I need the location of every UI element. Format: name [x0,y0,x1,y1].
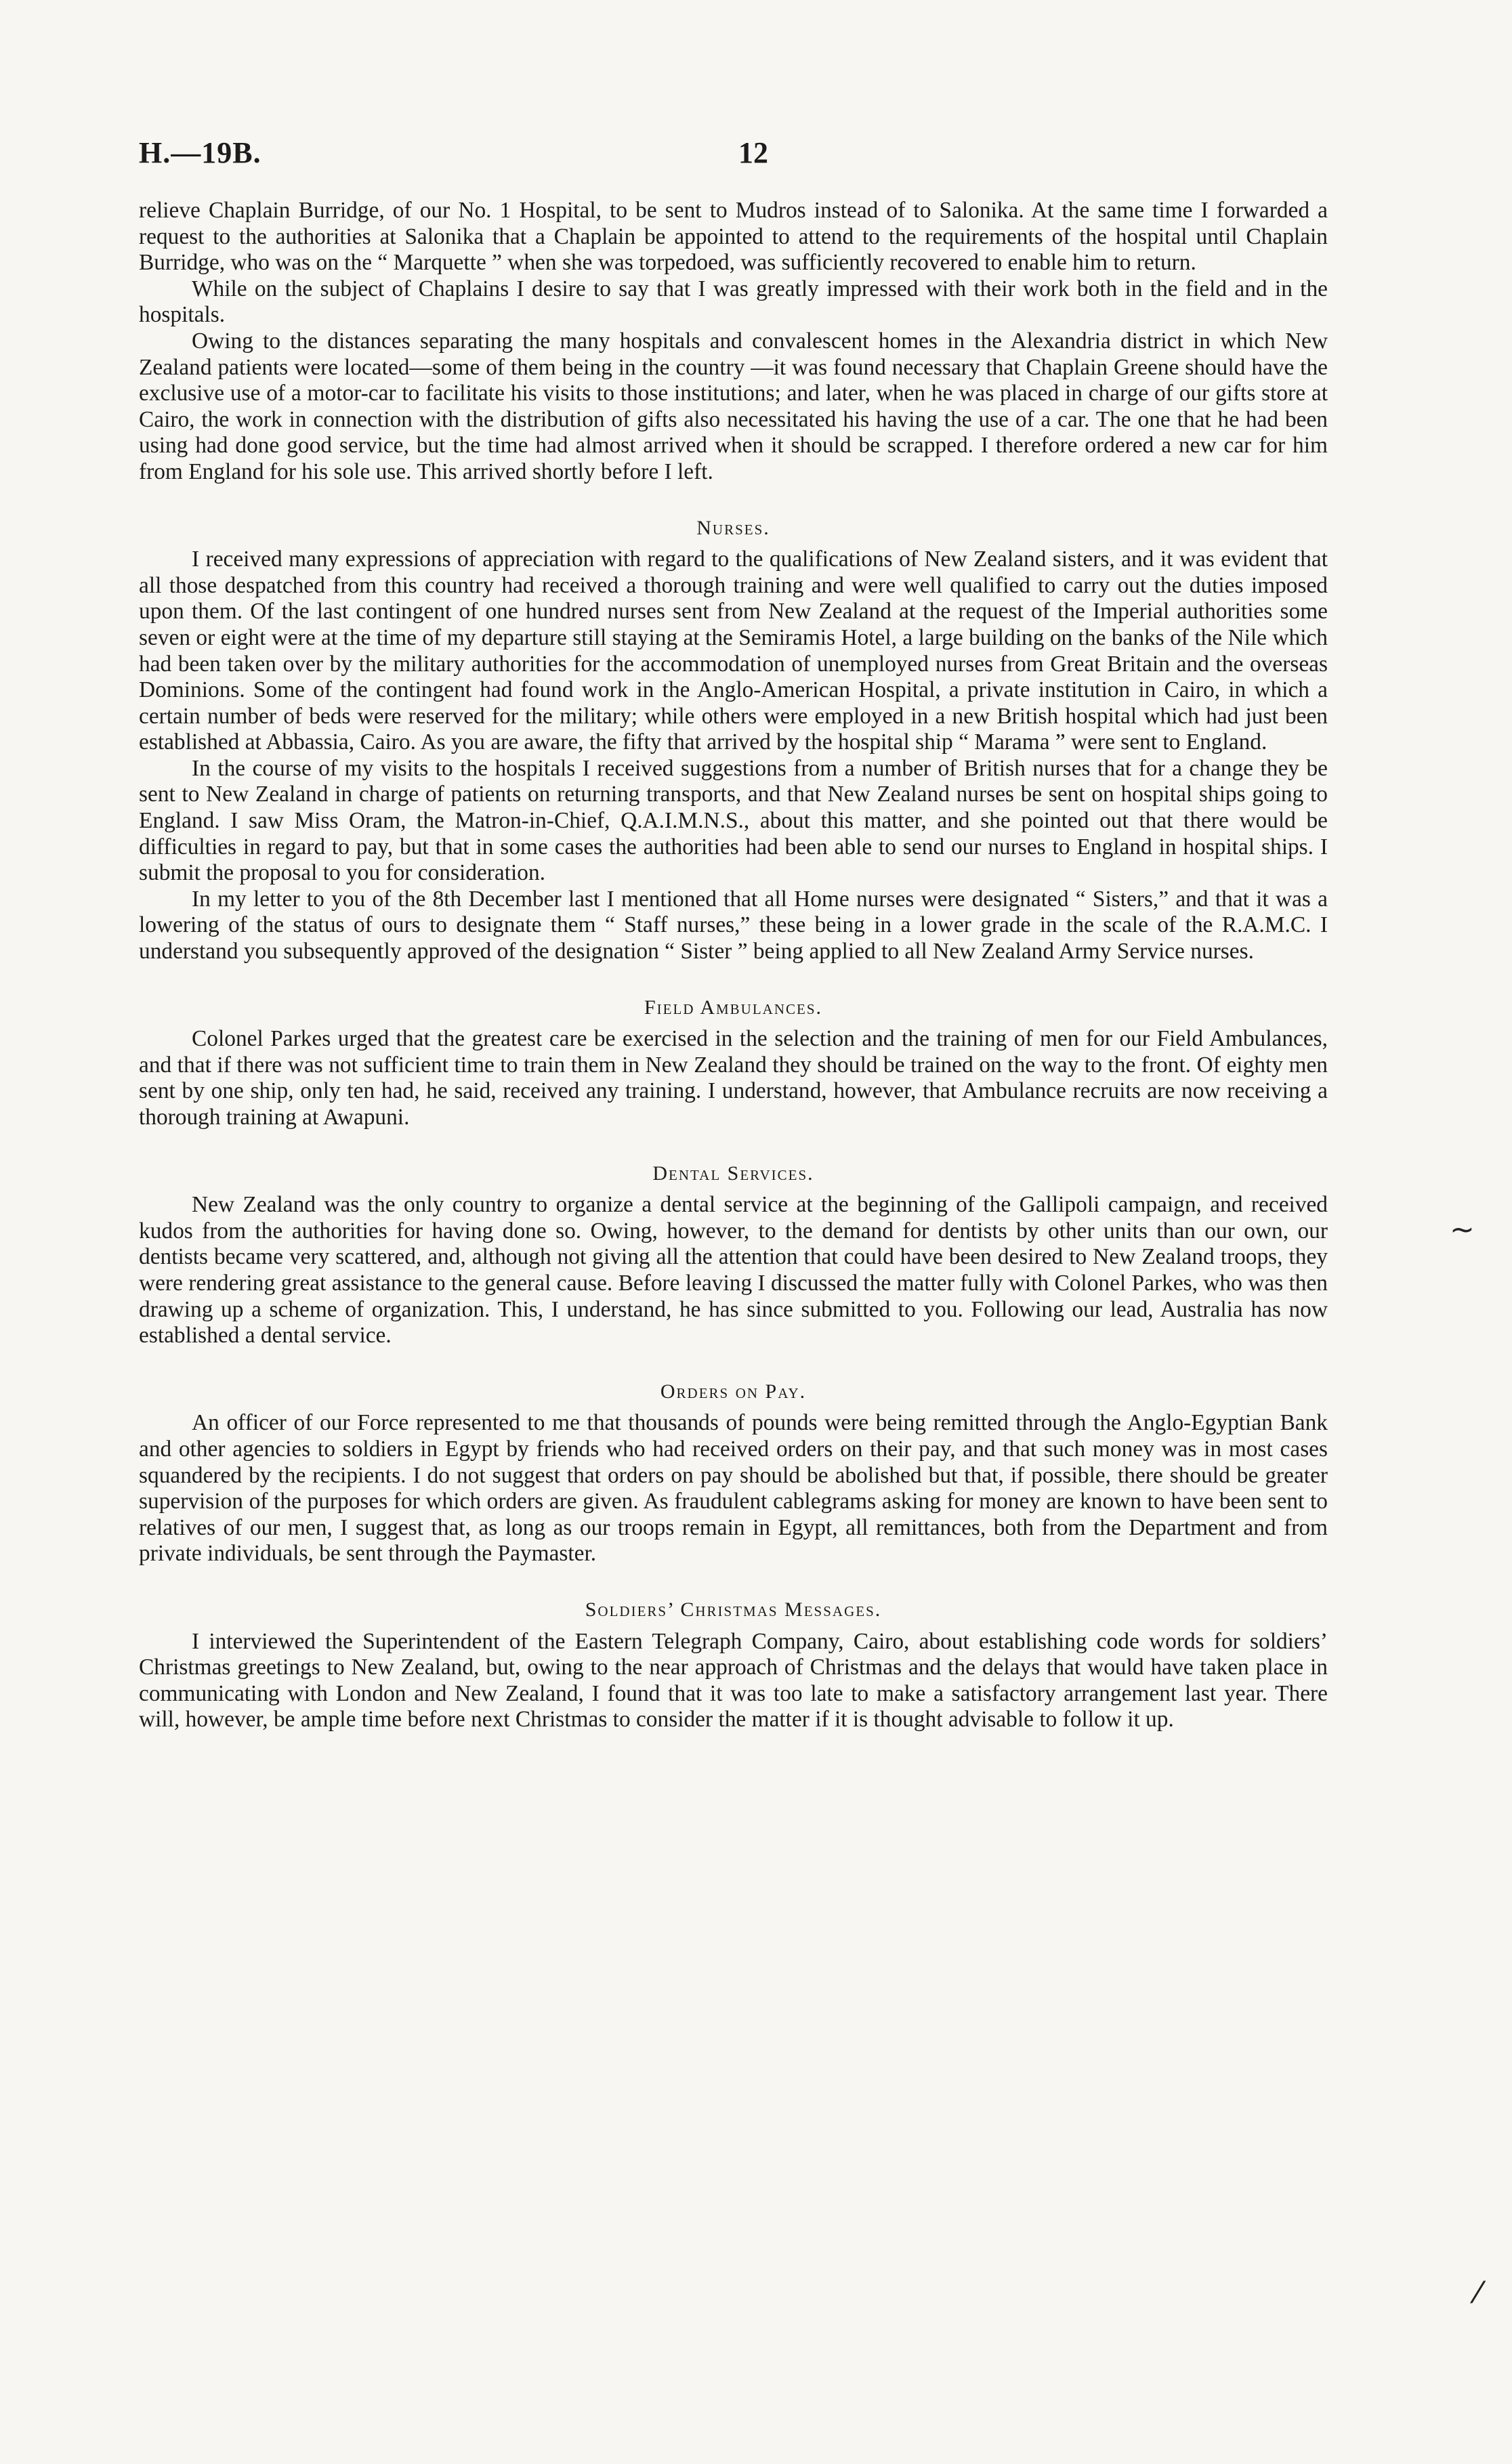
dental-services-section [139,1161,1328,1349]
nurses-section [139,515,1328,965]
section-heading: Soldiers’ Christmas Messages. [585,1598,882,1621]
paragraph: Owing to the distances separating the many hospitals and convalescent homes in the Alexandria district in which New Zealand patients were located—some of them being in the country —it was found necessary that Chaplain Greene should have the exclusive use of a motor-car to facilitate his visits to those institutions; and later, when he was placed in charge of our gifts store at Cairo, the work in connection with the distribution of gifts also necessitated his having the use of a car. The one that he had been using had done good service, but the time had almost arrived when it should be scrapped. I therefore ordered a new car for him from England for his sole use. This arrived shortly before I left. [139,328,1328,484]
paragraph: In my letter to you of the 8th December last I mentioned that all Home nurses were designated “ Sisters,” and that it was a lowering of the status of ours to designate them “ Staff nurses,” these being in a lower grade in the scale of the R.A.M.C. I understand you subsequently approved of the designation “ Sister ” being applied to all New Zealand Army Service nurses. [139,886,1328,964]
margin-tick-mark: ⁄ [1475,2276,1481,2310]
field-ambulances-section [139,995,1328,1131]
section-heading: Orders on Pay. [660,1380,807,1403]
page-header [139,135,1331,176]
section-heading: Nurses. [696,516,770,539]
paragraph: I received many expressions of appreciation with regard to the qualifications of New Zealand sisters, and it was evident that all those despatched from this country had received a thorough training and were well qualified to carry out the duties imposed upon them. Of the last contingent of one hundred nurses sent from New Zealand at the request of the Imperial authorities some seven or eight were at the time of my departure still staying at the Semiramis Hotel, a large building on the banks of the Nile which had been taken over by the military authorities for the accommodation of unemployed nurses from Great Britain and the overseas Dominions. Some of the contingent had found work in the Anglo-American Hospital, a private institution in Cairo, in which a certain number of beds were reserved for the military; while others were employed in a new British hospital which had just been established at Abbassia, Cairo. As you are aware, the fifty that arrived by the hospital ship “ Marama ” were sent to England. [139,547,1328,755]
paragraph: In the course of my visits to the hospitals I received suggestions from a number of British nurses that for a change they be sent to New Zealand in charge of patients on returning transports, and that New Zealand nurses be sent on hospital ships going to England. I saw Miss Oram, the Matron-in-Chief, Q.A.I.M.N.S., about this matter, and she pointed out that there would be difficulties in regard to pay, but that in some cases the authorities had been able to send our nurses to England in hospital ships. I submit the proposal to you for consideration. [139,755,1328,886]
paragraph: Colonel Parkes urged that the greatest care be exercised in the selection and the training of men for our Field Ambulances, and that if there was not sufficient time to train them in New Zealand they should be trained on the way to the front. Of eighty men sent by one ship, only ten had, he said, received any training. I understand, however, that Ambulance recruits are now receiving a thorough training at Awapuni. [139,1026,1328,1130]
document-body [139,198,1328,1733]
paragraph: An officer of our Force represented to me that thousands of pounds were being remitted through the Anglo-Egyptian Bank and other agencies to soldiers in Egypt by friends who had received orders on their pay, and that such money was in most cases squandered by the recipients. I do not suggest that orders on pay should be abolished but that, if possible, there should be greater supervision of the purposes for which orders are given. As fraudulent cablegrams asking for money are known to have been sent to relatives of our men, I suggest that, as long as our troops remain in Egypt, all remittances, both from the Department and from private individuals, be sent through the Paymaster. [139,1410,1328,1567]
paragraph: relieve Chaplain Burridge, of our No. 1 Hospital, to be sent to Mudros instead of to Salonika. At the same time I forwarded a request to the authorities at Salonika that a Chaplain be appointed to attend to the requirements of the hospital until Chaplain Burridge, who was on the “ Marquette ” when she was torpedoed, was sufficiently recovered to enable him to return. [139,198,1328,276]
section-heading: Dental Services. [652,1162,814,1185]
document-reference: H.—19B. [139,136,261,169]
paragraph: I interviewed the Superintendent of the Eastern Telegraph Company, Cairo, about establishing code words for soldiers’ Christmas greetings to New Zealand, but, owing to the near approach of Christmas and the delays that would have taken place in communicating with London and New Zealand, I found that it was too late to make a satisfactory arrangement last year. There will, however, be ample time before next Christmas to consider the matter if it is thought advisable to follow it up. [139,1628,1328,1733]
intro-section [139,198,1328,486]
page-number: 12 [738,136,768,169]
paragraph: While on the subject of Chaplains I desire to say that I was greatly impressed with their work both in the field and in the hospitals. [139,276,1328,328]
paragraph: New Zealand was the only country to organize a dental service at the beginning of the Gallipoli campaign, and received kudos from the authorities for having done so. Owing, however, to the demand for dentists by other units than our own, our dentists became very scattered, and, although not giving all the attention that could have been desired to New Zealand troops, they were rendering great assistance to the general cause. Before leaving I discussed the matter fully with Colonel Parkes, who was then drawing up a scheme of organization. This, I understand, he has since submitted to you. Following our lead, Australia has now established a dental service. [139,1192,1328,1348]
christmas-messages-section [139,1597,1328,1733]
margin-tick-mark: ~ [1450,1212,1475,1247]
orders-on-pay-section [139,1379,1328,1567]
section-heading: Field Ambulances. [644,996,823,1019]
